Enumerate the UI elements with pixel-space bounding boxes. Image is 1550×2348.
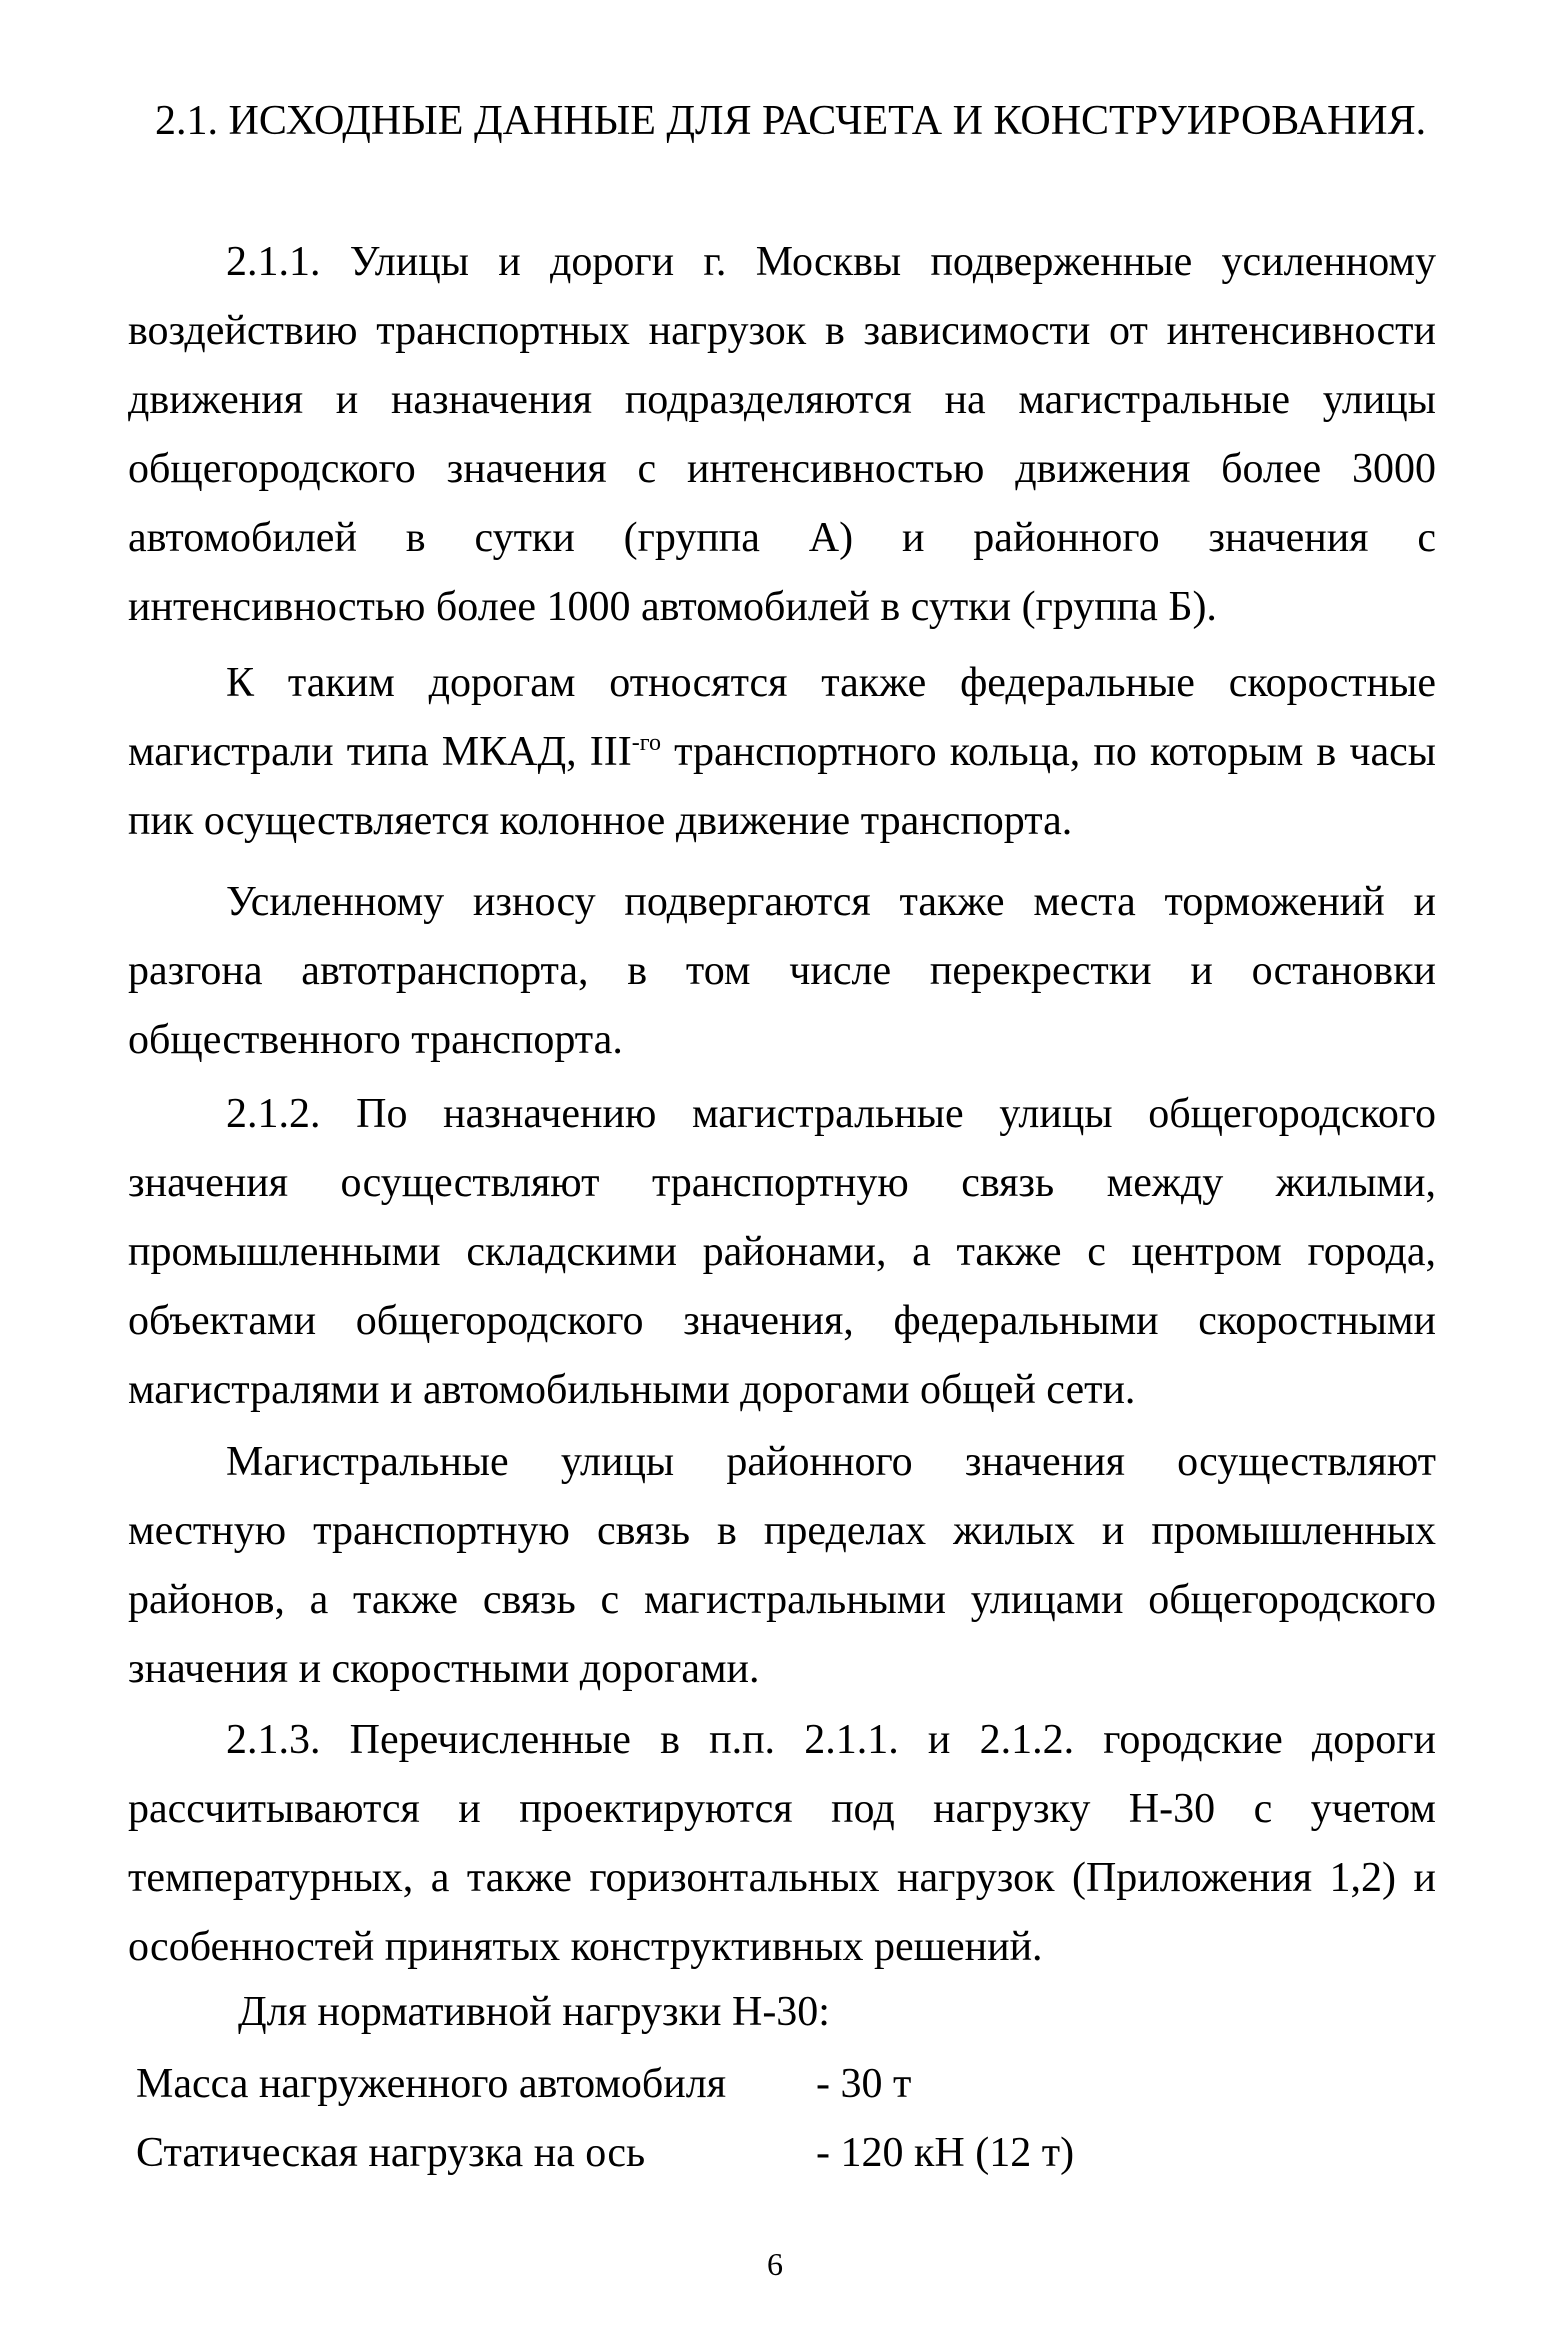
load-title: Для нормативной нагрузки Н-30:	[238, 1989, 830, 2035]
paragraph-2-1-3: 2.1.3. Перечисленные в п.п. 2.1.1. и 2.1.2. городские дороги рассчитываются и проектируются под нагрузку Н-30 с учетом температурных, а также горизонтальных нагрузок (Приложения 1,2) и особенностей принятых конструктивных решений.	[128, 1717, 1436, 1970]
paragraph-highways-rest: транспортного кольца, по которым в часы пик осуществляется колонное движение транспорта.	[128, 729, 1436, 844]
load-row-label: Статическая нагрузка на ось	[136, 2130, 646, 2176]
paragraph-2-1-1: 2.1.1. Улицы и дороги г. Москвы подверженные усиленному воздействию транспортных нагрузок в зависимости от интенсивности движения и назначения подразделяются на магистральные улицы общегородского значения с интенсивностью движения более 3000 автомобилей в сутки (группа А) и районного значения с интенсивностью более 1000 автомобилей в сутки (группа Б).	[128, 239, 1436, 630]
paragraph-wear: Усиленному износу подвергаются также места торможений и разгона автотранспорта, в том числе перекрестки и остановки общественного транспорта.	[128, 879, 1436, 1063]
paragraph-highways-text: К таким дорогам относятся также федеральные скоростные магистрали типа МКАД, III	[128, 660, 1436, 775]
paragraph-district-streets: Магистральные улицы районного значения осуществляют местную транспортную связь в пределах жилых и промышленных районов, а также связь с магистральными улицами общегородского значения и скоростными дорогами.	[128, 1439, 1436, 1692]
load-row-value: - 120 кН (12 т)	[816, 2130, 1075, 2176]
load-row-label: Масса нагруженного автомобиля	[136, 2061, 727, 2107]
ordinal-superscript: -го	[631, 730, 661, 756]
paragraph-highways	[128, 649, 1436, 856]
page-number: 6	[767, 2246, 783, 2282]
paragraph-2-1-2: 2.1.2. По назначению магистральные улицы общегородского значения осуществляют транспортную связь между жилыми, промышленными складскими районами, а также с центром города, объектами общегородского значения, федеральными скоростными магистралями и автомобильными дорогами общей сети.	[128, 1091, 1436, 1413]
load-row-value: - 30 т	[816, 2061, 912, 2107]
section-heading: 2.1. ИСХОДНЫЕ ДАННЫЕ ДЛЯ РАСЧЕТА И КОНСТРУИРОВАНИЯ.	[155, 98, 1427, 144]
